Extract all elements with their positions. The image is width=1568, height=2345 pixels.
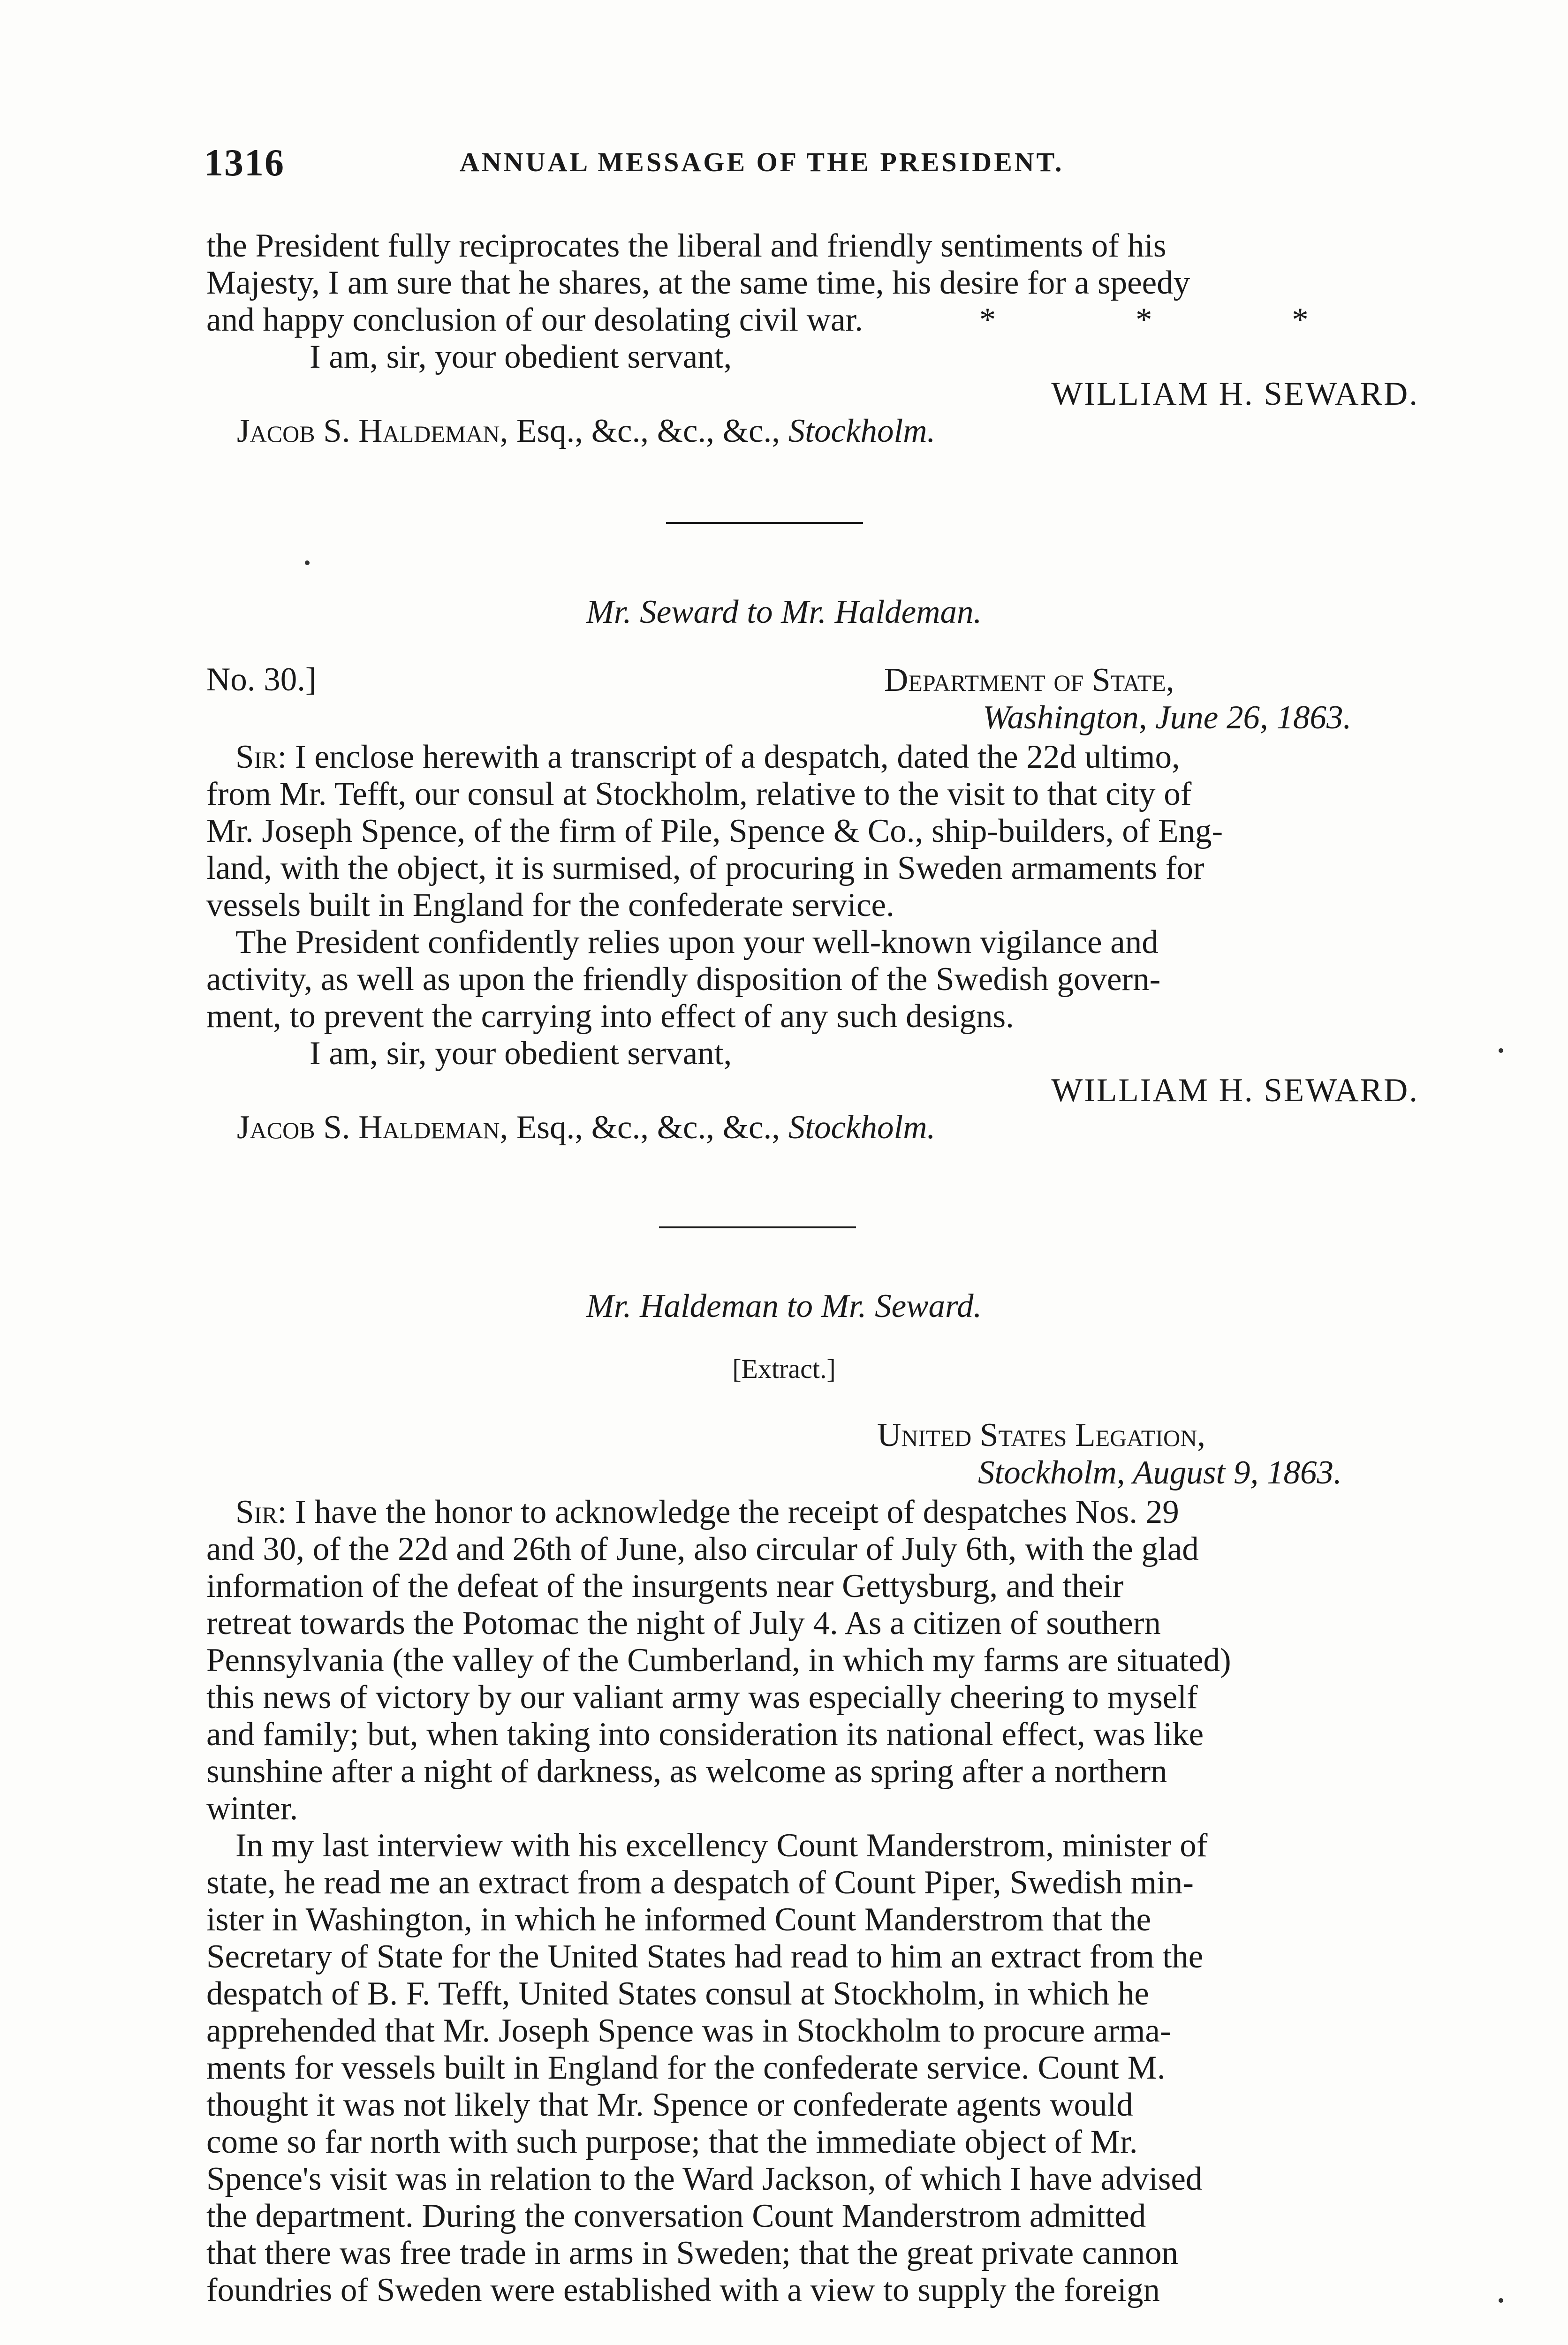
letter3-body	[206, 1494, 1445, 2309]
letter3-p2-line: In my last interview with his excellency Count Manderstrom, minister of	[235, 1827, 1208, 1864]
addressee-title: , Esq., &c., &c., &c.,	[500, 1109, 788, 1146]
section-divider	[666, 522, 863, 524]
despatch-number: No. 30.]	[206, 661, 317, 698]
letter2-p2-line: ment, to prevent the carrying into effect of any such designs.	[206, 998, 1014, 1035]
letter2-signature: WILLIAM H. SEWARD.	[1051, 1072, 1419, 1109]
letter3-p1-line: and family; but, when taking into consideration its national effect, was like	[206, 1716, 1204, 1753]
letter3-p2-line: Spence's visit was in relation to the Ward Jackson, of which I have advised	[206, 2161, 1203, 2197]
letter3-p1-line: and 30, of the 22d and 26th of June, also circular of July 6th, with the glad	[206, 1531, 1199, 1567]
letter3-p1-line: Pennsylvania (the valley of the Cumberland, in which my farms are situated)	[206, 1642, 1231, 1679]
letter3-p2-line: ments for vessels built in England for the confederate service. Count M.	[206, 2050, 1166, 2086]
letter3-p2-line: that there was free trade in arms in Sweden; that the great private cannon	[206, 2235, 1178, 2271]
letter3-paragraph	[206, 1494, 1445, 1531]
letter3-p2-line: thought it was not likely that Mr. Spence or confederate agents would	[206, 2087, 1133, 2123]
letter3-p1-line: information of the defeat of the insurgents near Gettysburg, and their	[206, 1568, 1124, 1604]
print-speck	[1499, 2298, 1503, 2303]
letter1-line-text: and happy conclusion of our desolating civil war.	[206, 302, 863, 338]
letter2-department: Department of State,	[884, 662, 1174, 698]
letter3-p2-line: despatch of B. F. Tefft, United States consul at Stockholm, in which he	[206, 1975, 1149, 2012]
letter3-p1-line: winter.	[206, 1790, 298, 1827]
letter2-heading	[206, 661, 1445, 698]
extract-label: [Extract.]	[732, 1354, 836, 1384]
letter1-signature: WILLIAM H. SEWARD.	[1051, 376, 1419, 412]
ellipsis-stars: * * *	[979, 302, 1374, 338]
letter2-p2-line: The President confidently relies upon your well-known vigilance and	[235, 924, 1159, 961]
letter3-p2-line: come so far north with such purpose; that the immediate object of Mr.	[206, 2124, 1138, 2160]
letter2-title: Mr. Seward to Mr. Haldeman.	[586, 594, 982, 630]
running-head: ANNUAL MESSAGE OF THE PRESIDENT.	[460, 147, 1064, 177]
letter2-addressee	[206, 1109, 1445, 1146]
print-speck	[305, 560, 310, 565]
letter2-p1-line: from Mr. Tefft, our consul at Stockholm, relative to the visit to that city of	[206, 776, 1192, 812]
letter3-dateline: Stockholm, August 9, 1863.	[978, 1454, 1342, 1491]
letter1-line	[206, 302, 1445, 339]
letter3-p2-line: apprehended that Mr. Joseph Spence was in Stockholm to procure arma-	[206, 2012, 1171, 2049]
addressee-place: Stockholm.	[788, 413, 936, 449]
print-speck	[1499, 1048, 1503, 1053]
letter3-p2-line: Secretary of State for the United States had read to him an extract from the	[206, 1938, 1204, 1975]
letter3-p1-line: : I have the honor to acknowledge the receipt of despatches Nos. 29	[277, 1494, 1179, 1530]
letter1-body	[206, 227, 1445, 450]
page-number: 1316	[204, 141, 285, 184]
letter3-title: Mr. Haldeman to Mr. Seward.	[586, 1288, 982, 1324]
letter2-p1-line: vessels built in England for the confederate service.	[206, 887, 894, 923]
letter3-p1-line: retreat towards the Potomac the night of July 4. As a citizen of southern	[206, 1605, 1161, 1642]
addressee-title: , Esq., &c., &c., &c.,	[500, 413, 788, 449]
letter3-p2-line: state, he read me an extract from a despatch of Count Piper, Swedish min-	[206, 1864, 1194, 1901]
page-header	[204, 141, 1447, 183]
letter3-p2-line: the department. During the conversation Count Manderstrom admitted	[206, 2198, 1146, 2234]
letter2-body	[206, 739, 1445, 1146]
letter2-closing: I am, sir, your obedient servant,	[310, 1035, 732, 1072]
letter3-p1-line: this news of victory by our valiant army was especially cheering to myself	[206, 1679, 1198, 1716]
letter1-closing: I am, sir, your obedient servant,	[310, 339, 732, 375]
salutation: Sir	[235, 739, 278, 775]
letter2-paragraph	[206, 739, 1445, 776]
letter1-addressee	[206, 413, 1445, 450]
letter2-p1-line: land, with the object, it is surmised, of procuring in Sweden armaments for	[206, 850, 1204, 886]
letter2-p1-line: Mr. Joseph Spence, of the firm of Pile, Spence & Co., ship-builders, of Eng-	[206, 813, 1223, 849]
letter2-p2-line: activity, as well as upon the friendly disposition of the Swedish govern-	[206, 961, 1161, 998]
section-divider	[659, 1226, 856, 1228]
letter3-p1-line: sunshine after a night of darkness, as welcome as spring after a northern	[206, 1753, 1167, 1790]
salutation: Sir	[235, 1494, 278, 1530]
letter3-p2-line: ister in Washington, in which he informed Count Manderstrom that the	[206, 1901, 1151, 1938]
letter1-line: the President fully reciprocates the liberal and friendly sentiments of his	[206, 227, 1167, 264]
addressee-name: Jacob S. Haldeman	[237, 1109, 500, 1146]
letter1-line: Majesty, I am sure that he shares, at the same time, his desire for a speedy	[206, 265, 1190, 301]
letter2-dateline: Washington, June 26, 1863.	[983, 699, 1352, 736]
letter3-legation: United States Legation,	[877, 1417, 1205, 1453]
letter3-p2-line: foundries of Sweden were established with a view to supply the foreign	[206, 2272, 1160, 2308]
addressee-place: Stockholm.	[788, 1109, 936, 1146]
addressee-name: Jacob S. Haldeman	[237, 413, 500, 449]
letter2-p1-line: : I enclose herewith a transcript of a despatch, dated the 22d ultimo,	[277, 739, 1180, 775]
